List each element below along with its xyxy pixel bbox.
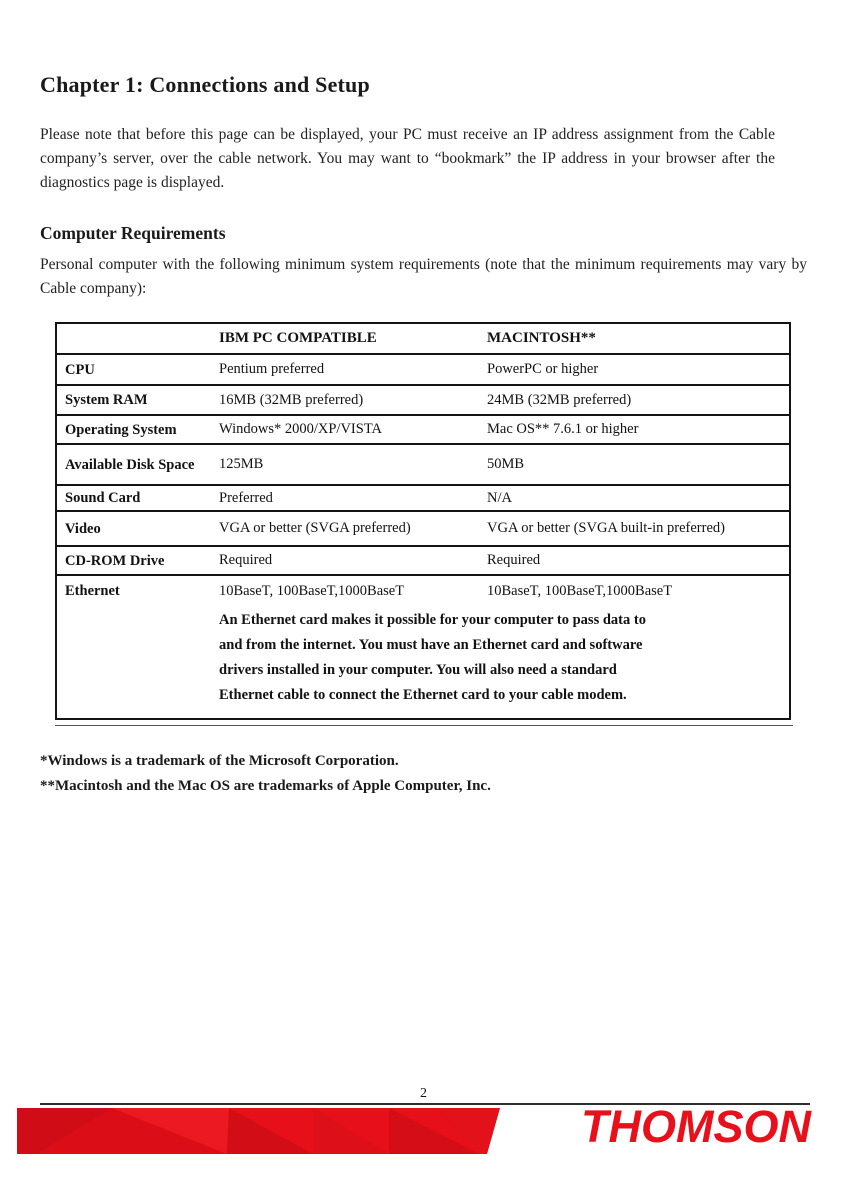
intro-paragraph: Please note that before this page can be displayed, your PC must receive an IP address assignment from the Cable company’s server, over the cable network. You may want to “bookmark” the IP address in your browser after the diagnostics page is displayed. — [40, 126, 775, 191]
ethernet-note-line: Ethernet cable to connect the Ethernet card to your cable modem. — [219, 687, 627, 703]
cell-pc-value: Preferred — [219, 489, 273, 506]
footnote-windows: *Windows is a trademark of the Microsoft Corporation. — [40, 753, 399, 769]
header-cell-empty — [57, 336, 207, 342]
row-label: Sound Card — [65, 490, 141, 506]
cell-pc-value: Pentium preferred — [219, 361, 325, 377]
ethernet-note-line: and from the internet. You must have an Ethernet card and software — [219, 637, 643, 653]
table-row-ethernet — [57, 574, 789, 718]
table-row-cpu — [57, 353, 789, 384]
section-heading: Computer Requirements — [40, 223, 226, 243]
header-cell-macintosh: MACINTOSH** — [487, 330, 596, 346]
thomson-red-banner-graphic — [17, 1108, 500, 1154]
cell-mac-value: N/A — [487, 489, 512, 506]
cell-pc-value: 125MB — [219, 456, 264, 472]
cell-pc-value: 10BaseT, 100BaseT,1000BaseT — [219, 583, 405, 599]
ethernet-note-line: An Ethernet card makes it possible for your computer to pass data to — [219, 612, 646, 628]
table-row-available-disk-space — [57, 443, 789, 484]
cell-pc-value: Windows* 2000/XP/VISTA — [219, 421, 382, 437]
table-row-sound-card — [57, 484, 789, 510]
footnotes-block — [40, 749, 807, 798]
row-label: CPU — [65, 361, 95, 378]
cell-mac-value: 10BaseT, 100BaseT,1000BaseT — [487, 583, 673, 599]
row-label: Available Disk Space — [65, 456, 195, 473]
row-label: Operating System — [65, 421, 177, 438]
row-label: System RAM — [65, 392, 148, 408]
cell-pc-value: 16MB (32MB preferred) — [219, 391, 364, 408]
cell-mac-value: Required — [487, 552, 541, 568]
cell-mac-value: PowerPC or higher — [487, 361, 599, 377]
footnote-macintosh: **Macintosh and the Mac OS are trademarks of Apple Computer, Inc. — [40, 777, 491, 794]
thomson-logo: THOMSON — [581, 1101, 811, 1152]
page-number: 2 — [408, 1085, 439, 1103]
cell-pc-value: VGA or better (SVGA preferred) — [219, 520, 411, 536]
table-row-system-ram — [57, 384, 789, 414]
row-label: Video — [65, 520, 101, 537]
requirements-table — [55, 322, 791, 720]
table-bottom-rule — [55, 725, 793, 726]
header-cell-ibm-pc: IBM PC COMPATIBLE — [219, 330, 377, 346]
table-row-cdrom-drive — [57, 545, 789, 574]
row-label: CD-ROM Drive — [65, 552, 165, 569]
cell-mac-value: Mac OS** 7.6.1 or higher — [487, 421, 639, 437]
cell-mac-value: VGA or better (SVGA built-in preferred) — [487, 520, 725, 536]
ethernet-note-line: drivers installed in your computer. You will also need a standard — [219, 662, 617, 678]
table-header-row — [57, 324, 789, 353]
table-row-operating-system — [57, 414, 789, 443]
cell-mac-value: 50MB — [487, 456, 525, 472]
ethernet-note — [207, 602, 789, 718]
row-label: Ethernet — [65, 583, 120, 599]
section-intro-paragraph: Personal computer with the following minimum system requirements (note that the minimum requirements may vary by Cable company): — [40, 256, 807, 297]
ethernet-cell-body — [207, 576, 789, 718]
chapter-title: Chapter 1: Connections and Setup — [40, 72, 370, 97]
ethernet-values — [207, 576, 789, 602]
cell-mac-value: 24MB (32MB preferred) — [487, 391, 632, 408]
cell-pc-value: Required — [219, 552, 273, 568]
table-row-video — [57, 510, 789, 545]
